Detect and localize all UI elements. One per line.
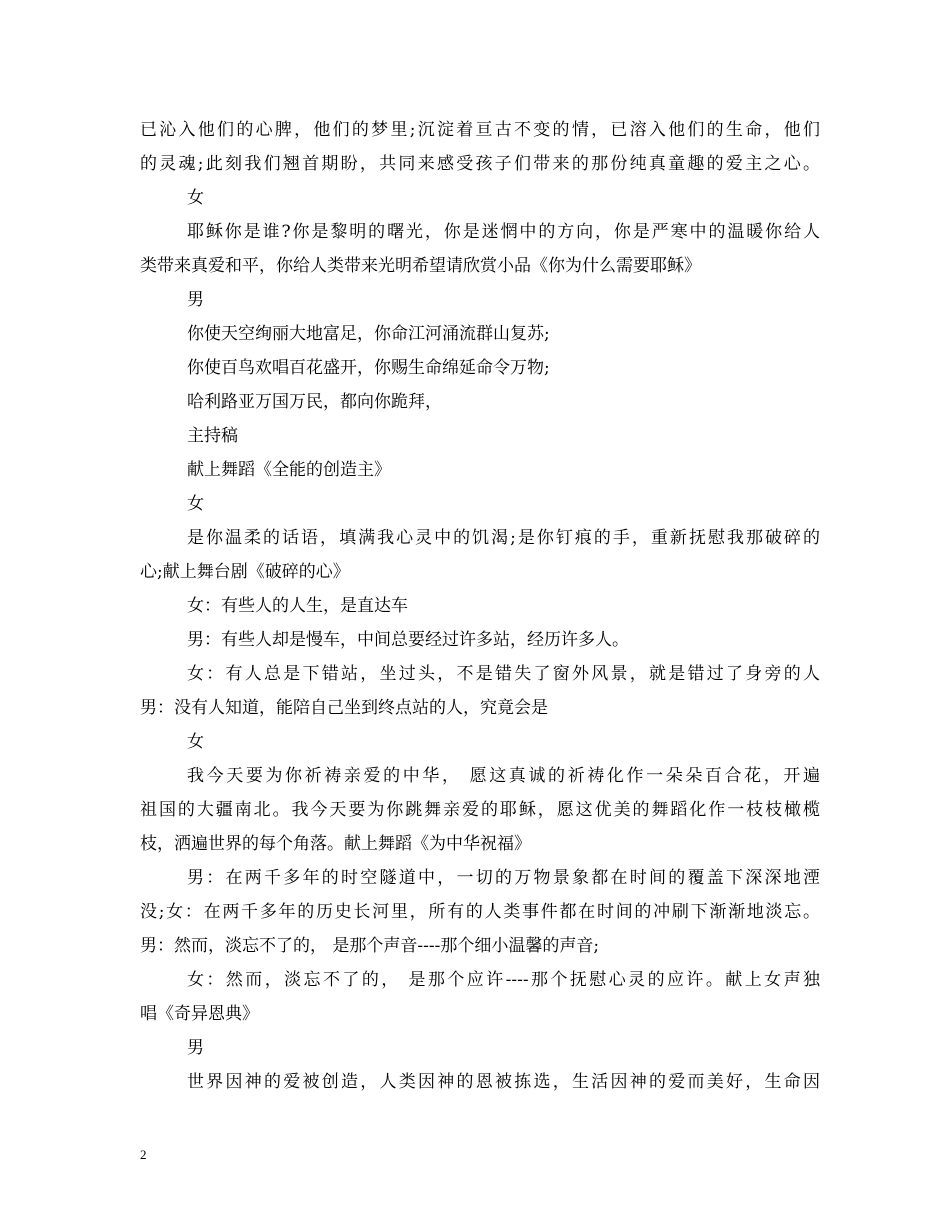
speaker-label: 女 [187, 188, 204, 208]
text-line: 男：有些人却是慢车，中间总要经过许多站，经历许多人。 [187, 630, 629, 650]
speaker-label: 男 [187, 290, 204, 310]
text-line: 献上舞蹈《全能的创造主》 [187, 460, 391, 480]
speaker-label: 女 [187, 732, 204, 752]
text-line: 我今天要为你祈祷亲爱的中华， 愿这真诚的祈祷化作一朵朵百合花，开遍 [187, 766, 820, 786]
text-line: 女：然而，淡忘不了的， 是那个应许----那个抚慰心灵的应许。献上女声独 [187, 970, 820, 990]
text-line: 类带来真爱和平，你给人类带来光明希望请欣赏小品《你为什么需要耶稣》 [140, 256, 701, 276]
text-line: 主持稿 [187, 426, 238, 446]
text-line: 女：有人总是下错站，坐过头，不是错失了窗外风景，就是错过了身旁的人 [187, 664, 820, 684]
text-line: 是你温柔的话语，填满我心灵中的饥渴;是你钉痕的手，重新抚慰我那破碎的 [187, 528, 820, 548]
page-number: 2 [140, 1147, 147, 1162]
text-line: 男：然而，淡忘不了的， 是那个声音----那个细小温馨的声音; [140, 936, 600, 956]
text-line: 女：有些人的人生，是直达车 [187, 596, 408, 616]
text-line: 你使天空绚丽大地富足，你命江河涌流群山复苏; [187, 324, 550, 344]
text-line: 唱《奇异恩典》 [140, 1004, 259, 1024]
text-line: 男：在两千多年的时空隧道中，一切的万物景象都在时间的覆盖下深深地湮 [187, 868, 820, 888]
text-line: 已沁入他们的心脾，他们的梦里;沉淀着亘古不变的情，已溶入他们的生命，他们 [140, 120, 820, 140]
text-line: 枝，洒遍世界的每个角落。献上舞蹈《为中华祝福》 [140, 834, 531, 854]
text-line: 你使百鸟欢唱百花盛开，你赐生命绵延命令万物; [187, 358, 550, 378]
speaker-label: 女 [187, 494, 204, 514]
text-line: 耶稣你是谁?你是黎明的曙光，你是迷惘中的方向，你是严寒中的温暖你给人 [187, 222, 820, 242]
text-line: 男：没有人知道，能陪自己坐到终点站的人，究竟会是 [140, 698, 548, 718]
text-line: 祖国的大疆南北。我今天要为你跳舞亲爱的耶稣，愿这优美的舞蹈化作一枝枝橄榄 [140, 800, 820, 820]
text-line: 世界因神的爱被创造，人类因神的恩被拣选，生活因神的爱而美好，生命因 [187, 1072, 820, 1092]
speaker-label: 男 [187, 1038, 204, 1058]
text-line: 心;献上舞台剧《破碎的心》 [140, 562, 350, 582]
text-line: 没;女：在两千多年的历史长河里，所有的人类事件都在时间的冲刷下渐渐地淡忘。 [140, 902, 820, 922]
text-line: 哈利路亚万国万民，都向你跪拜， [187, 392, 442, 412]
text-line: 的灵魂;此刻我们翘首期盼，共同来感受孩子们带来的那份纯真童趣的爱主之心。 [140, 154, 820, 174]
